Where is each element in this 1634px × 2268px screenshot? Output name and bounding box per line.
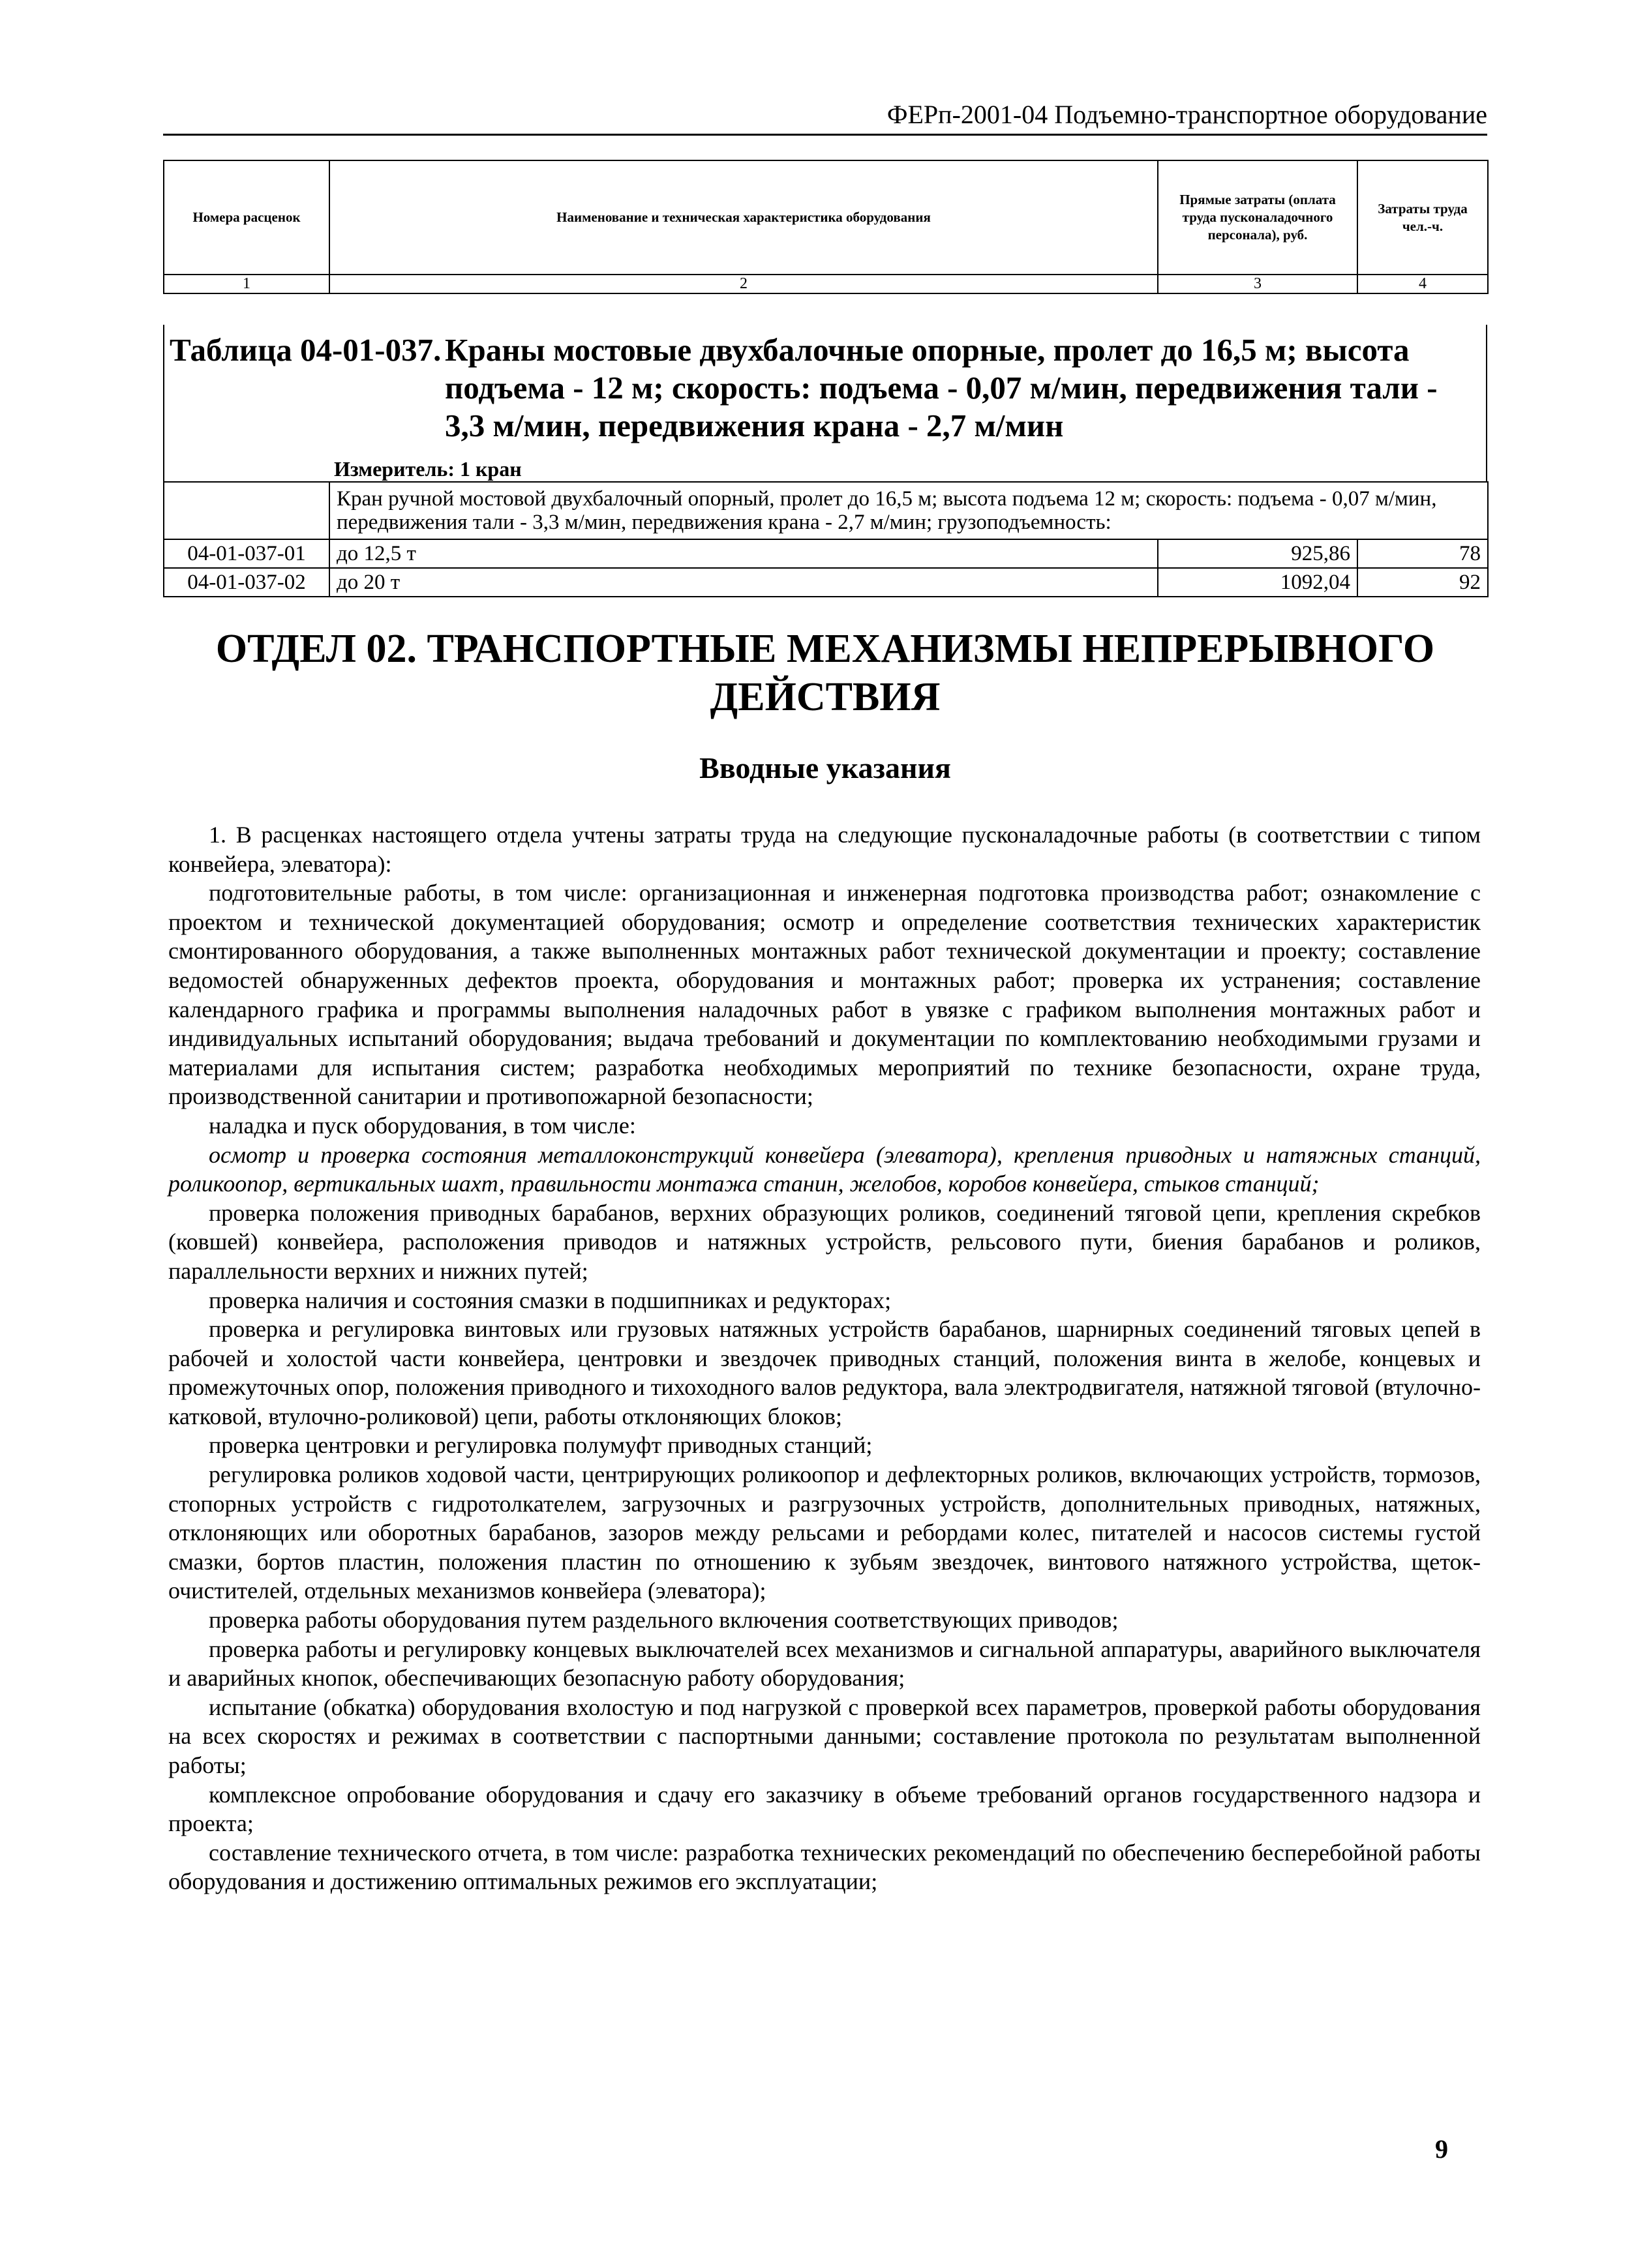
paragraph: осмотр и проверка состояния металлоконструкций конвейера (элеватора), крепления приводных и натяжных станций, роликоопор, вертикальных шахт, правильности монтажа станин, желобов, коробов конвейера, стыков станций; (168, 1141, 1481, 1197)
table-row (164, 539, 1488, 568)
paragraph: проверка работы и регулировку концевых выключателей всех механизмов и сигнальной аппаратуры, аварийного выключателя и аварийных кнопок, обеспечивающих безопасную работу оборудования; (168, 1635, 1481, 1692)
rate-code: 04-01-037-01 (164, 539, 329, 568)
paragraph: регулировка роликов ходовой части, центрирующих роликоопор и дефлекторных роликов, включающих устройств, тормозов, стопорных устройств с гидротолкателем, загрузочных и разгрузочных устройств, дополнительных приводных, натяжных, отклоняющих или оборотных барабанов, зазоров между рельсами и ребордами колес, питателей и насосов системы густой смазки, бортов пластин, положения пластин по отношению к зубьям звездочек, винтового натяжного устройства, щеток-очистителей, отдельных механизмов конвейера (элеватора); (168, 1461, 1481, 1604)
header-rule (163, 134, 1487, 136)
rate-code: 04-01-037-02 (164, 568, 329, 597)
labor-cost-value: 92 (1357, 568, 1488, 597)
paragraph: проверка наличия и состояния смазки в подшипниках и редукторах; (209, 1287, 892, 1313)
paragraph: проверка положения приводных барабанов, верхних образующих роликов, соединений тяговой цепи, крепления скребков (ковшей) конвейера, расположения приводов и натяжных устройств, рельсового пути, биения барабанов и роликов, параллельности верхних и нижних путей; (168, 1199, 1481, 1284)
section-heading: ОТДЕЛ 02. ТРАНСПОРТНЫЕ МЕХАНИЗМЫ НЕПРЕРЫВНОГО ДЕЙСТВИЯ (215, 627, 1435, 719)
rate-name: до 20 т (329, 568, 1158, 597)
paragraph: комплексное опробование оборудования и сдачу его заказчику в объеме требований органов государственного надзора и проекта; (168, 1781, 1481, 1837)
header-labor-costs: Затраты труда чел.-ч. (1357, 160, 1488, 275)
description-spacer (164, 482, 329, 539)
table-title-block (163, 325, 1487, 481)
body-text (168, 820, 1481, 1896)
paragraph: составление технического отчета, в том числе: разработка технических рекомендаций по обеспечению бесперебойной работы оборудования и достижению оптимальных режимов его эксплуатации; (168, 1839, 1481, 1895)
header-direct-costs: Прямые затраты (оплата труда пусконаладочного персонала), руб. (1158, 160, 1357, 275)
table-title (445, 331, 1482, 445)
table-label: Таблица 04-01-037. (170, 332, 442, 368)
page-number: 9 (1435, 2134, 1448, 2164)
labor-cost-value: 78 (1357, 539, 1488, 568)
direct-cost-value: 1092,04 (1158, 568, 1357, 597)
header-codes: Номера расценок (164, 160, 329, 275)
table-title-first-line: Краны мостовые двухбалочные опорные, пролет до 16,5 м; высота (445, 332, 1410, 368)
direct-cost-value: 925,86 (1158, 539, 1357, 568)
unit-of-measure: Измеритель: 1 кран (334, 457, 522, 481)
rates-table (163, 481, 1489, 597)
paragraph: проверка и регулировка винтовых или грузовых натяжных устройств барабанов, шарнирных соединений тяговых цепей в рабочей и холостой части конвейера, центровки и звездочек приводных станций, положения винта в желобе, концевых и промежуточных опор, положения приводного и тихоходного валов редуктора, вала электродвигателя, натяжной тяговой (втулочно-катковой, втулочно-роликовой) цепи, работы отклоняющих блоков; (168, 1316, 1481, 1429)
table-title-rest: подъема - 12 м; скорость: подъема - 0,07 м/мин, передвижения тали - 3,3 м/мин, передвижения крана - 2,7 м/мин (445, 370, 1438, 443)
column-header-table (163, 160, 1489, 294)
rate-name: до 12,5 т (329, 539, 1158, 568)
paragraph: испытание (обкатка) оборудования вхолостую и под нагрузкой с проверкой всех параметров, проверкой работы оборудования на всех скоростях и режимах в соответствии с паспортными данными; составление протокола по результатам выполненной работы; (168, 1694, 1481, 1778)
running-header: ФЕРп-2001-04 Подъемно-транспортное оборудование (886, 100, 1487, 129)
paragraph: подготовительные работы, в том числе: организационная и инженерная подготовка производства работ; ознакомление с проектом и технической документацией оборудования; осмотр и определение соответствия технических характеристик смонтированного оборудования, а также выполненных монтажных работ технической документации и проекту; составление ведомостей обнаруженных дефектов проекта, оборудования и монтажных работ; проверка их устранения; составление календарного графика и программы выполнения наладочных работ в увязке с графиком выполнения монтажных работ и индивидуальных испытаний оборудования; выдача требований и документации по комплектованию необходимыми грузами и материалами для испытания систем; разработка необходимых мероприятий по технике безопасности, охране труда, производственной санитарии и противопожарной безопасности; (168, 880, 1481, 1110)
equipment-description: Кран ручной мостовой двухбалочный опорный, пролет до 16,5 м; высота подъема 12 м; скорость: подъема - 0,07 м/мин, передвижения тали - 3,3 м/мин, передвижения крана - 2,7 м/мин; грузоподъемность: (329, 482, 1488, 539)
paragraph: наладка и пуск оборудования, в том числе: (209, 1112, 636, 1139)
column-number: 4 (1357, 275, 1488, 293)
header-name: Наименование и техническая характеристика оборудования (329, 160, 1158, 275)
paragraph: проверка работы оборудования путем раздельного включения соответствующих приводов; (209, 1607, 1119, 1634)
paragraph: проверка центровки и регулировка полумуфт приводных станций; (209, 1432, 873, 1459)
paragraph: 1. В расценках настоящего отдела учтены затраты труда на следующие пусконаладочные работы (в соответствии с типом конвейера, элеватора): (168, 822, 1481, 877)
column-number: 2 (329, 275, 1158, 293)
column-number: 3 (1158, 275, 1357, 293)
sub-heading: Вводные указания (699, 751, 951, 784)
table-row (164, 568, 1488, 597)
column-number: 1 (164, 275, 329, 293)
